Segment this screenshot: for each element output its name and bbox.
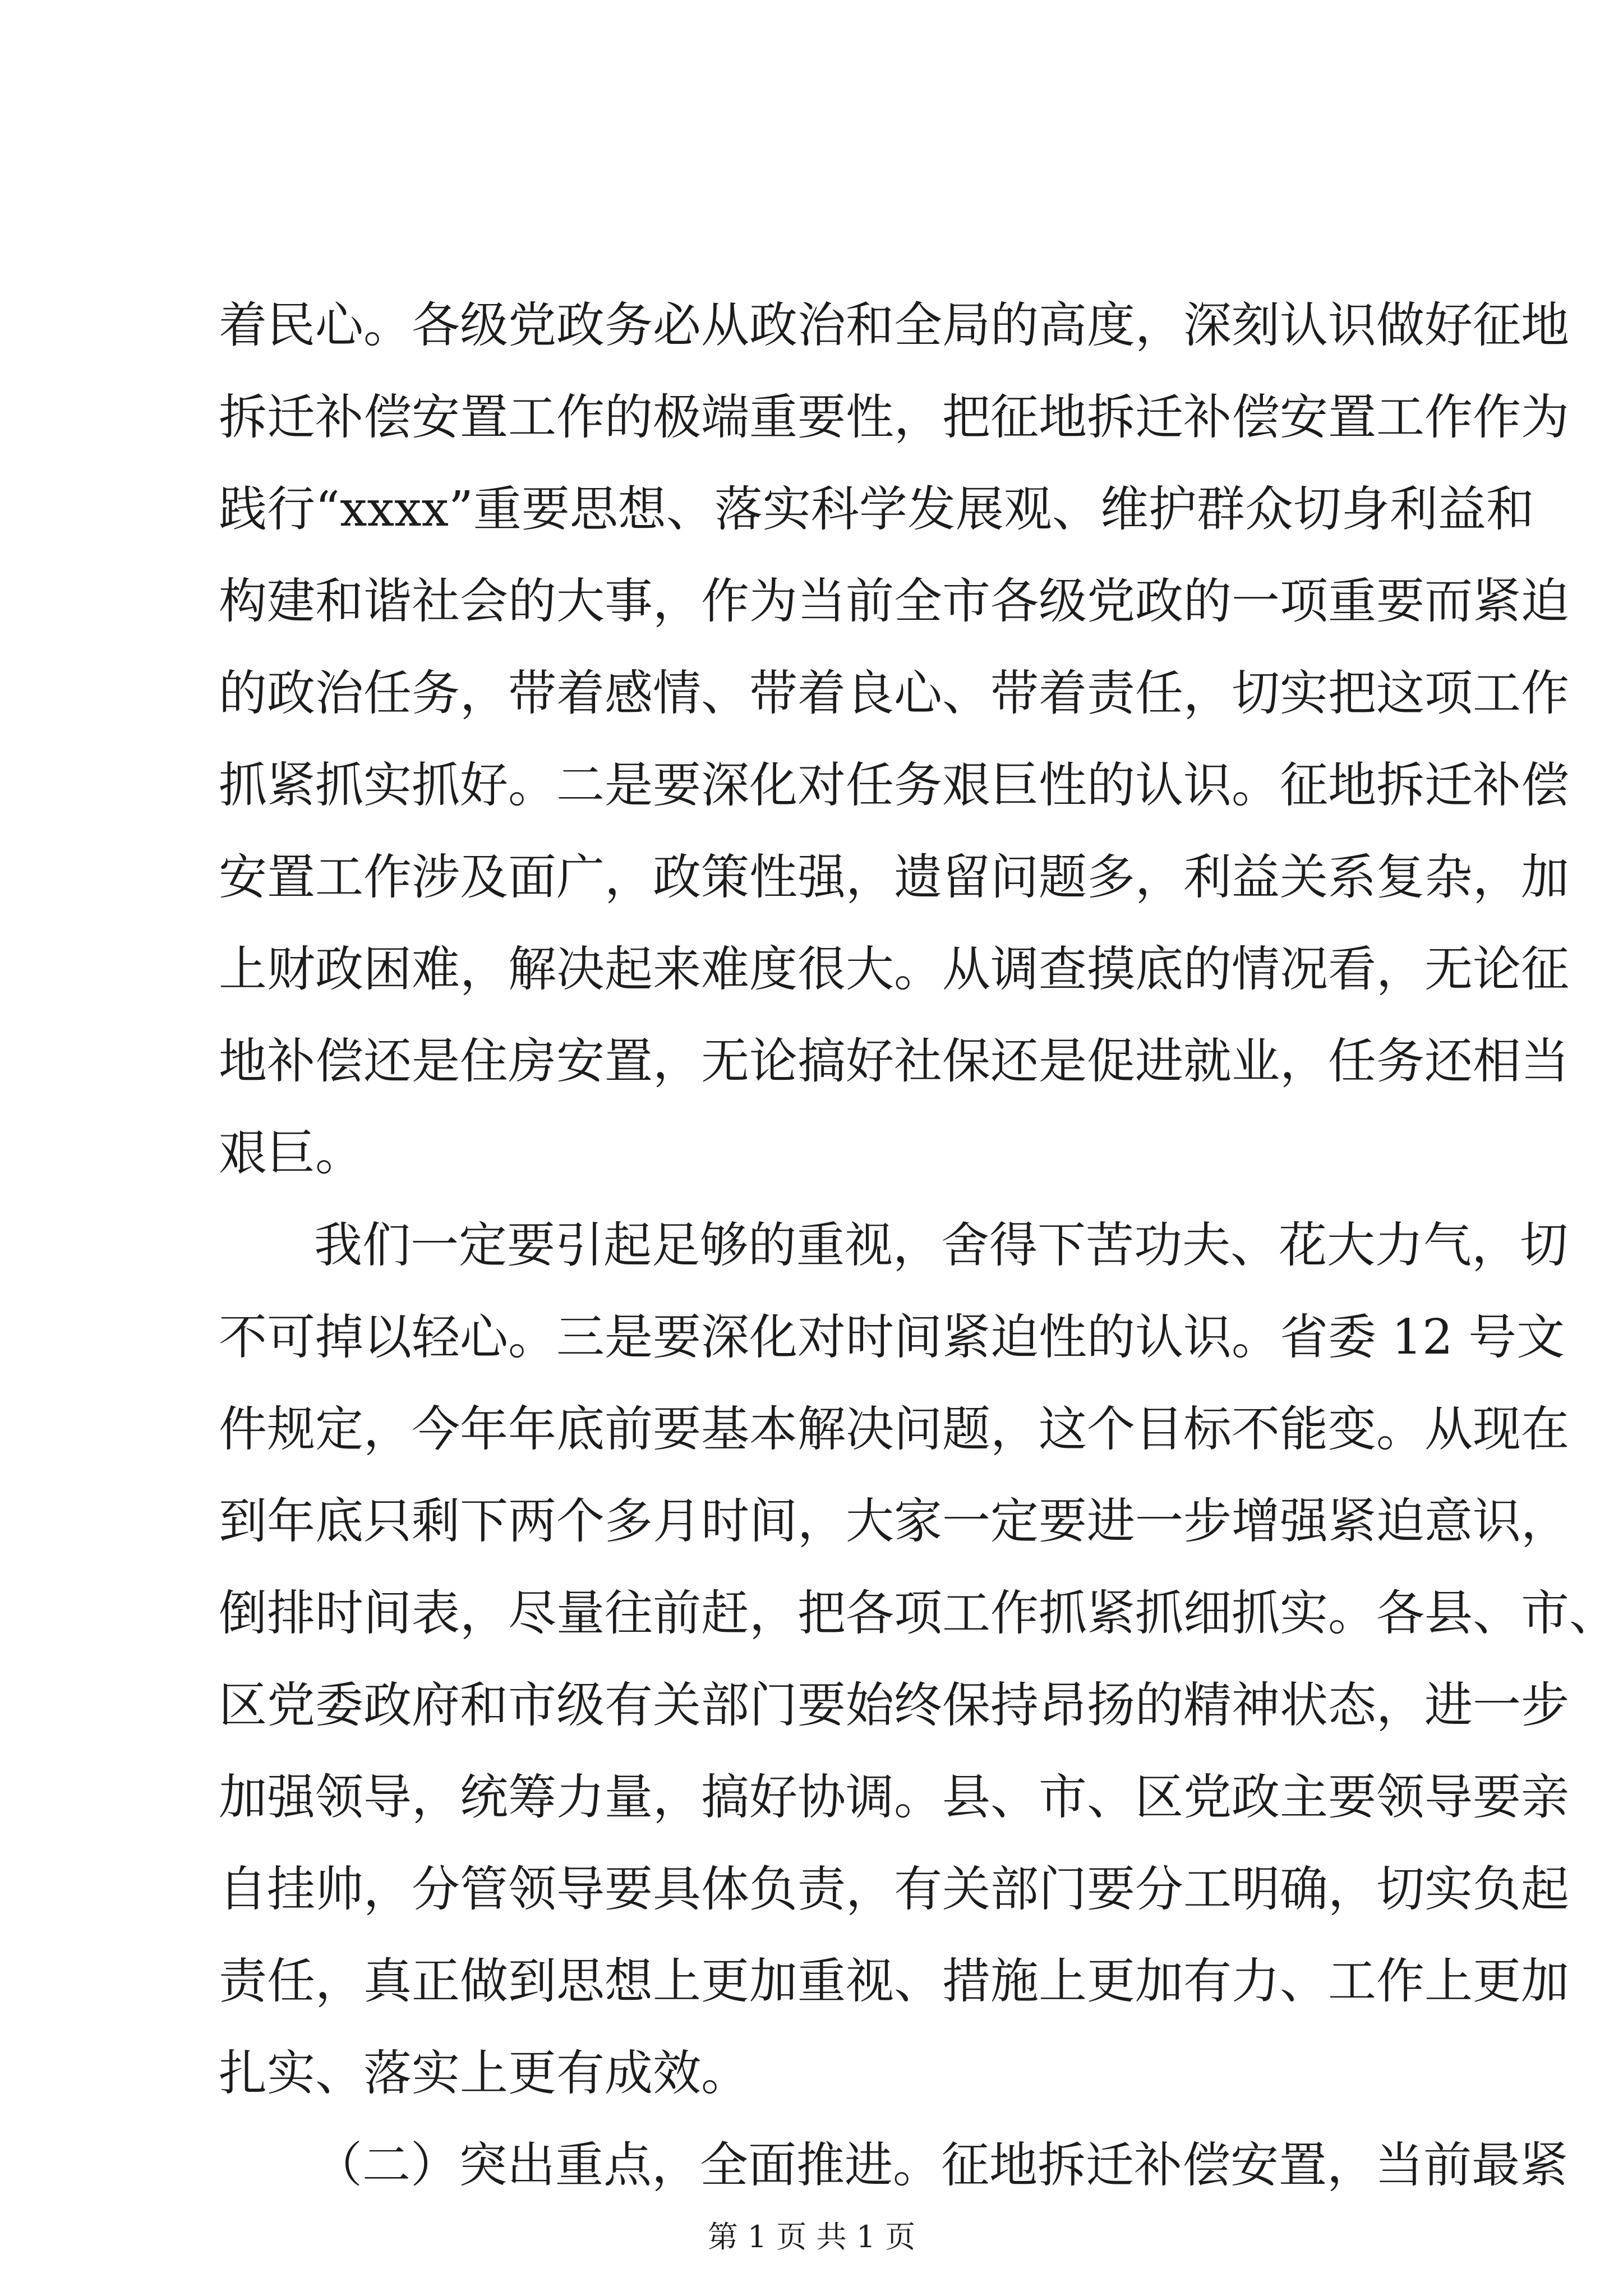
body-line-6: 抓紧抓实抓好。二是要深化对任务艰巨性的认识。征地拆迁补偿 bbox=[219, 757, 1569, 813]
body-line-3: 践行“xxxx”重要思想、落实科学发展观、维护群众切身利益和 bbox=[219, 481, 1534, 537]
body-line-7: 安置工作涉及面广，政策性强，遗留问题多，利益关系复杂，加 bbox=[219, 849, 1569, 905]
paragraph-3-line-1: （二）突出重点，全面推进。征地拆迁补偿安置，当前最紧 bbox=[314, 2137, 1568, 2193]
paragraph-2-line-2: 不可掉以轻心。三是要深化对时间紧迫性的认识。省委 12 号文 bbox=[219, 1309, 1565, 1365]
paragraph-2-line-4: 到年底只剩下两个多月时间，大家一定要进一步增强紧迫意识， bbox=[219, 1493, 1569, 1549]
page-number-footer: 第 1 页 共 1 页 bbox=[707, 2219, 916, 2254]
paragraph-2-line-7: 加强领导，统筹力量，搞好协调。县、市、区党政主要领导要亲 bbox=[219, 1769, 1569, 1825]
body-line-9: 地补偿还是住房安置，无论搞好社保还是促进就业，任务还相当 bbox=[219, 1033, 1569, 1089]
body-line-10: 艰巨。 bbox=[219, 1125, 363, 1181]
paragraph-2-line-8: 自挂帅，分管领导要具体负责，有关部门要分工明确，切实负起 bbox=[219, 1861, 1569, 1917]
paragraph-2-line-3: 件规定，今年年底前要基本解决问题，这个目标不能变。从现在 bbox=[219, 1401, 1569, 1457]
body-line-4: 构建和谐社会的大事，作为当前全市各级党政的一项重要而紧迫 bbox=[219, 573, 1569, 629]
body-line-1: 着民心。各级党政务必从政治和全局的高度，深刻认识做好征地 bbox=[219, 297, 1569, 353]
body-line-5: 的政治任务，带着感情、带着良心、带着责任，切实把这项工作 bbox=[219, 665, 1569, 721]
paragraph-2-line-6: 区党委政府和市级有关部门要始终保持昂扬的精神状态，进一步 bbox=[219, 1677, 1569, 1733]
paragraph-2-line-9: 责任，真正做到思想上更加重视、措施上更加有力、工作上更加 bbox=[219, 1953, 1569, 2009]
paragraph-2-line-10: 扎实、落实上更有成效。 bbox=[219, 2045, 749, 2101]
paragraph-2-line-1: 我们一定要引起足够的重视，舍得下苦功夫、花大力气，切 bbox=[314, 1217, 1568, 1273]
paragraph-2-line-5: 倒排时间表，尽量往前赶，把各项工作抓紧抓细抓实。各县、市、 bbox=[219, 1585, 1617, 1641]
body-line-2: 拆迁补偿安置工作的极端重要性，把征地拆迁补偿安置工作作为 bbox=[219, 389, 1569, 445]
body-line-8: 上财政困难，解决起来难度很大。从调查摸底的情况看，无论征 bbox=[219, 941, 1569, 997]
